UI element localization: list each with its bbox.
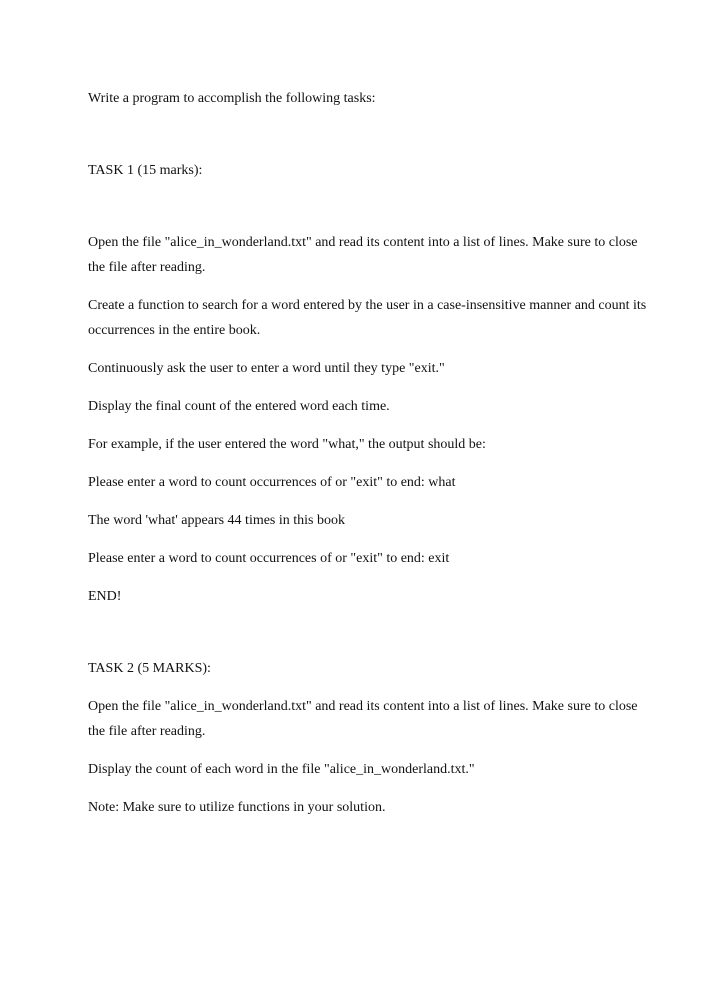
task1-paragraph-example-intro: For example, if the user entered the word "what," the output should be: xyxy=(88,437,486,452)
task1-example-result: The word 'what' appears 44 times in this book xyxy=(88,513,345,528)
task1-paragraph-display-count: Display the final count of the entered word each time. xyxy=(88,399,390,414)
task1-paragraph-search-function: Create a function to search for a word entered by the user in a case-insensitive manner and count its occurrences in the entire book. xyxy=(88,298,647,338)
task1-paragraph-continuous-ask: Continuously ask the user to enter a word until they type "exit." xyxy=(88,361,445,376)
task1-heading: TASK 1 (15 marks): xyxy=(88,163,203,178)
document-page xyxy=(88,86,648,833)
task2-paragraph-note: Note: Make sure to utilize functions in your solution. xyxy=(88,800,386,815)
task2-paragraph-open-file: Open the file "alice_in_wonderland.txt" and read its content into a list of lines. Make sure to close the file after reading. xyxy=(88,699,638,739)
intro-text: Write a program to accomplish the following tasks: xyxy=(88,91,376,106)
task2-heading: TASK 2 (5 MARKS): xyxy=(88,661,211,676)
task1-paragraph-open-file: Open the file "alice_in_wonderland.txt" and read its content into a list of lines. Make sure to close the file after reading. xyxy=(88,235,638,275)
task2-paragraph-display-word-count: Display the count of each word in the file "alice_in_wonderland.txt." xyxy=(88,762,475,777)
task1-example-end: END! xyxy=(88,589,122,604)
task1-example-prompt-what: Please enter a word to count occurrences of or "exit" to end: what xyxy=(88,475,456,490)
task1-example-prompt-exit: Please enter a word to count occurrences of or "exit" to end: exit xyxy=(88,551,450,566)
